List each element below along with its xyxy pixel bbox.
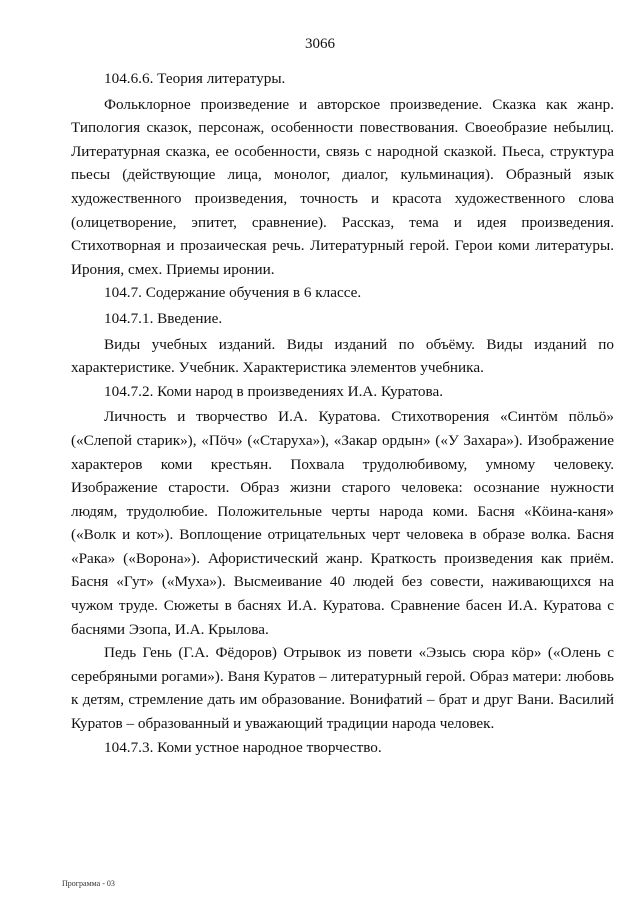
page-number: 3066 [305, 36, 335, 52]
paragraph-ped-gen: Педь Гень (Г.А. Фёдоров) Отрывок из повети «Эзысь сюра кӧр» («Олень с серебряными рогами»). Ваня Куратов – литературный герой. Образ матери: любовь к детям, стремление дать им образование. Вонифатий – брат и друг Вани. Василий Куратов – образованный и уважающий традиции народа человек. [71, 644, 614, 733]
paragraph-kuratov: Личность и творчество И.А. Куратова. Стихотворения «Синтӧм пӧльӧ» («Слепой старик»), «Пӧч» («Старуха»), «Закар ордын» («У Захара»). Изображение характеров коми крестьян. Похвала трудолюбивому, умному человеку. Изображение старости. Образ жизни старого человека: осознание нужности людям, трудолюбие. Положительные черты народа коми. Басня «Кӧина-каня» («Волк и кот»). Воплощение отрицательных черт человека в образе волка. Басня «Рака» («Ворона»). Афористический жанр. Краткость произведения как приём. Басня «Гут» («Муха»). Высмеивание 40 людей без совести, наживающихся на чужом труде. Сюжеты в баснях И.А. Куратова. Сравнение басен И.А. Куратова с баснями Эзопа, И.А. Крылова. [71, 408, 614, 638]
footer-label: Программа - 03 [62, 879, 115, 888]
document-body [71, 67, 614, 761]
section-heading-104-7: 104.7. Содержание обучения в 6 классе. [104, 284, 362, 302]
paragraph-theory: Фольклорное произведение и авторское произведение. Сказка как жанр. Типология сказок, персонаж, особенности повествования. Своеобразие небылиц. Литературная сказка, ее особенности, связь с народной сказкой. Пьеса, структура пьесы (действующие лица, монолог, диалог, кульминация). Образный язык художественного произведения, точность и красота художественного слова (олицетворение, эпитет, сравнение). Рассказ, тема и идея произведения. Стихотворная и прозаическая речь. Литературный герой. Герои коми литературы. Ирония, смех. Приемы иронии. [71, 95, 614, 278]
section-heading-104-6-6: 104.6.6. Теория литературы. [104, 70, 286, 87]
section-heading-104-7-3: 104.7.3. Коми устное народное творчество. [104, 738, 382, 756]
paragraph-introduction: Виды учебных изданий. Виды изданий по объёму. Виды изданий по характеристике. Учебник. Характеристика элементов учебника. [71, 335, 614, 377]
section-heading-104-7-1: 104.7.1. Введение. [104, 309, 223, 327]
section-heading-104-7-2: 104.7.2. Коми народ в произведениях И.А. Куратова. [104, 382, 444, 400]
